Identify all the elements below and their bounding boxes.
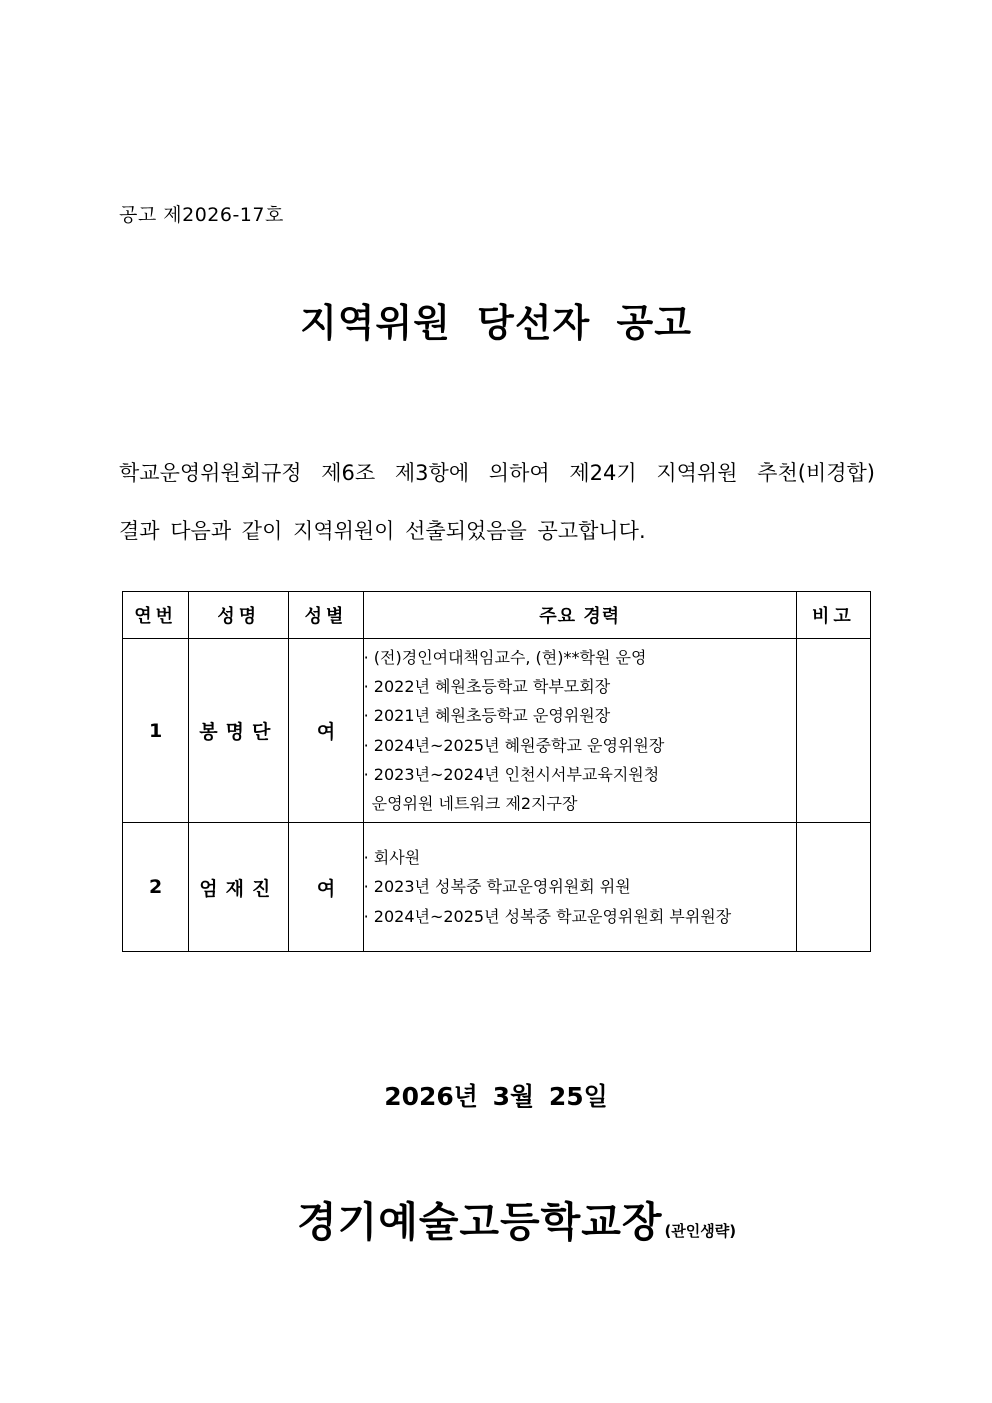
result-table xyxy=(122,591,871,952)
header-remark: 비고 xyxy=(796,592,870,639)
career-item: · 2023년~2024년 인천시서부교육지원청 xyxy=(363,764,660,784)
career-item: · 2021년 혜원초등학교 운영위원장 xyxy=(363,706,611,726)
principal-signature xyxy=(297,1189,736,1248)
career-item: 운영위원 네트워크 제2지구장 xyxy=(371,794,578,814)
intro-line-2: 결과 다음과 같이 지역위원이 선출되었음을 공고합니다. xyxy=(119,519,646,543)
header-career: 주요 경력 xyxy=(363,592,796,639)
career-item: · 회사원 xyxy=(363,848,421,868)
header-name: 성명 xyxy=(189,592,289,639)
row-gender: 여 xyxy=(289,823,363,952)
row-career xyxy=(363,823,796,952)
notice-date: 2026년 3월 25일 xyxy=(384,1082,608,1111)
intro-paragraph xyxy=(119,444,875,560)
table-row xyxy=(123,823,871,952)
career-item: · (전)경인여대책임교수, (현)**학원 운영 xyxy=(363,647,647,667)
principal-name: 경기예술고등학교장 xyxy=(297,1198,663,1246)
table-row xyxy=(123,639,871,823)
table-header-row xyxy=(123,592,871,639)
career-item: · 2022년 혜원초등학교 학부모회장 xyxy=(363,676,611,696)
notice-number: 공고 제2026-17호 xyxy=(119,204,284,226)
row-remark xyxy=(796,639,870,823)
seal-note: (관인생략) xyxy=(664,1222,737,1240)
row-no: 2 xyxy=(123,823,189,952)
header-no: 연번 xyxy=(123,592,189,639)
row-gender: 여 xyxy=(289,639,363,823)
page-title: 지역위원 당선자 공고 xyxy=(300,301,692,345)
row-no: 1 xyxy=(123,639,189,823)
career-item: · 2024년~2025년 혜원중학교 운영위원장 xyxy=(363,735,665,755)
row-remark xyxy=(796,823,870,952)
career-item: · 2023년 성복중 학교운영위원회 위원 xyxy=(363,877,631,897)
career-item: · 2024년~2025년 성복중 학교운영위원회 부위원장 xyxy=(363,906,732,926)
intro-line-1: 학교운영위원회규정 제6조 제3항에 의하여 제24기 지역위원 추천(비경합) xyxy=(119,461,875,485)
row-career xyxy=(363,639,796,823)
row-name: 엄재진 xyxy=(189,823,289,952)
row-name: 봉명단 xyxy=(189,639,289,823)
header-gender: 성별 xyxy=(289,592,363,639)
